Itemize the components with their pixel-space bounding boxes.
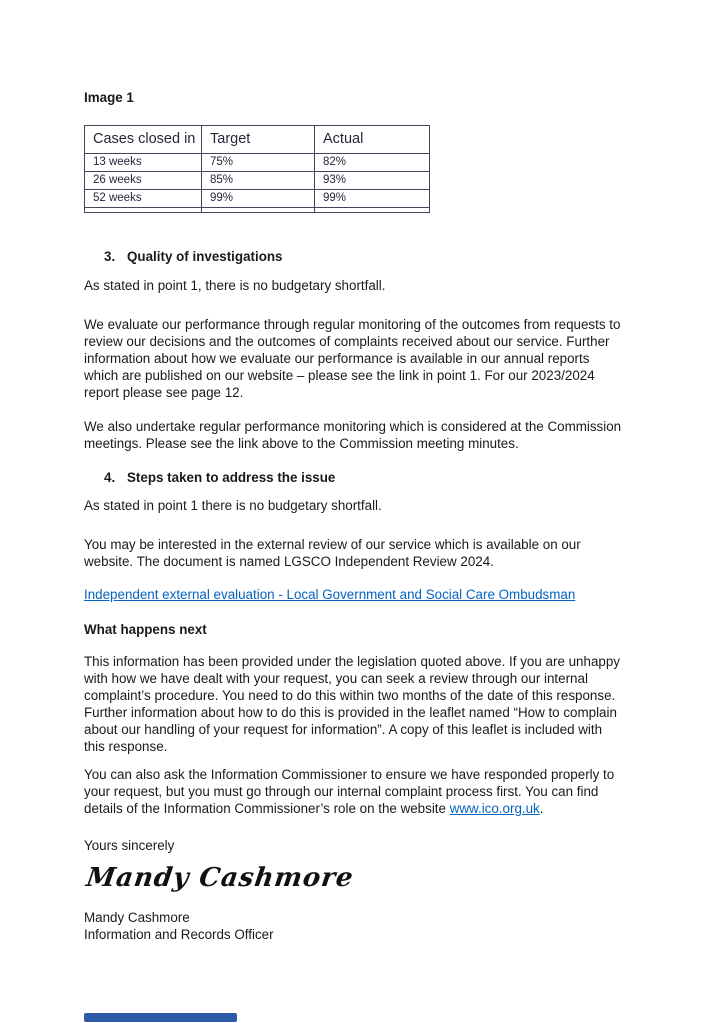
table-header-row: [85, 126, 430, 154]
cell-target: 85%: [202, 172, 315, 190]
col-header-target: Target: [202, 126, 315, 154]
table-row: [85, 154, 430, 172]
ico-line-prefix: details of the Information Commissioner’s role on the website: [84, 801, 450, 816]
paragraph-legislation: This information has been provided under the legislation quoted above. If you are unhappy with how we have dealt with your request, you can seek a review through our internal complaint’s procedure. You need to do this within two months of the date of this response. Further information about how to do this is provided in the leaflet named “How to complain about our handling of your request for information”. A copy of this leaflet is included with this response.: [84, 654, 620, 754]
independent-evaluation-link[interactable]: Independent external evaluation - Local Government and Social Care Ombudsman: [84, 587, 576, 602]
cell-actual: 99%: [315, 190, 430, 208]
footer-blue-bar: [84, 1013, 237, 1022]
cell-actual: 82%: [315, 154, 430, 172]
sender-name: Mandy Cashmore: [84, 910, 190, 925]
cases-closed-table: [84, 125, 430, 213]
section-3-number: 3.: [104, 249, 116, 264]
sender-title: Information and Records Officer: [84, 927, 274, 942]
letter-body: [84, 89, 684, 943]
what-happens-next-heading: What happens next: [84, 622, 207, 637]
paragraph-no-shortfall-2: As stated in point 1 there is no budgetary shortfall.: [84, 498, 382, 513]
section-4-title: Steps taken to address the issue: [127, 470, 336, 485]
cell-actual: 93%: [315, 172, 430, 190]
paragraph-performance-monitoring: We also undertake regular performance monitoring which is considered at the Commission meetings. Please see the link above to the Commission meeting minutes.: [84, 419, 622, 451]
paragraph-ico: You can also ask the Information Commissioner to ensure we have responded properly to your request, but you must go through our internal complaint process first. You can find details of the Information Commissioner’s role on the website www.ico.org.uk.: [84, 767, 615, 816]
evaluation-link-paragraph: [84, 586, 684, 603]
cell-period: 13 weeks: [85, 154, 202, 172]
cell-period: 52 weeks: [85, 190, 202, 208]
cell-target: 75%: [202, 154, 315, 172]
section-3-title: Quality of investigations: [127, 249, 283, 264]
section-4-heading: [84, 469, 684, 486]
sender-block: [84, 909, 684, 943]
paragraph-no-shortfall-1: As stated in point 1, there is no budgetary shortfall.: [84, 278, 386, 293]
table-row: [85, 190, 430, 208]
handwritten-signature: Mandy Cashmore: [84, 863, 356, 893]
section-3-heading: [84, 248, 684, 265]
col-header-actual: Actual: [315, 126, 430, 154]
image-label: Image 1: [84, 90, 134, 105]
paragraph-evaluate-performance: We evaluate our performance through regular monitoring of the outcomes from requests to review our decisions and the outcomes of complaints received about our service. Further information about how we evaluate our performance is available in our annual reports which are published on our website – please see the link in point 1. For our 2023/2024 report please see page 12.: [84, 317, 621, 400]
table-row: [85, 172, 430, 190]
table-spacer-row: [85, 208, 430, 213]
col-header-cases-closed-in: Cases closed in: [85, 126, 202, 154]
cell-period: 26 weeks: [85, 172, 202, 190]
cell-target: 99%: [202, 190, 315, 208]
ico-line-suffix: .: [539, 801, 544, 816]
paragraph-external-review: You may be interested in the external review of our service which is available on our website. The document is named LGSCO Independent Review 2024.: [84, 537, 581, 569]
ico-website-link[interactable]: www.ico.org.uk: [449, 801, 540, 816]
section-4-number: 4.: [104, 470, 116, 485]
closing-line: Yours sincerely: [84, 838, 175, 853]
